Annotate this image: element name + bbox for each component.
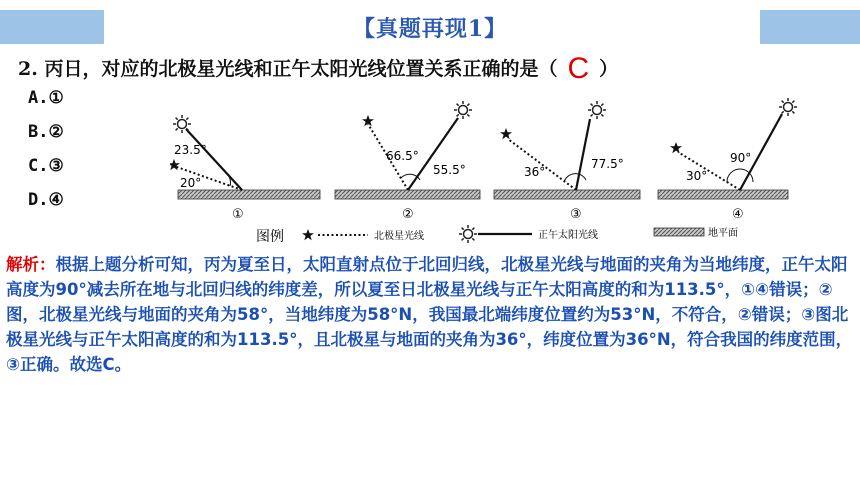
ground-4 xyxy=(658,190,788,199)
panel-label: ② xyxy=(402,207,414,222)
panel-3 xyxy=(494,101,640,222)
ground-3 xyxy=(494,190,640,199)
panel-4 xyxy=(658,98,797,222)
page-title: 【真题再现1】 xyxy=(352,16,508,42)
ground-1 xyxy=(178,190,320,199)
star-icon xyxy=(670,142,682,153)
star-angle-label: 36° xyxy=(524,165,546,179)
question-text: 丙日，对应的北极星光线和正午太阳光线位置关系正确的是（ xyxy=(44,58,558,80)
option-d[interactable] xyxy=(28,190,64,210)
analysis-body: 根据上题分析可知，丙为夏至日，太阳直射点位于北回归线，北极星光线与地面的夹角为当地纬度，正午太阳高度为90°减去所在地与北回归线的纬度差，所以夏至日北极星光线与正午太阳高度的和为113.5°，①④错误；②图，北极星光线与地面的夹角为58°，当地纬度为58°N，我国最北端纬度位置约为53°N，不符合，②错误；③图北极星光线与正午太阳高度的和为113.5°，且北极星与地面的夹角为36°，纬度位置为36°N，符合我国的纬度范围，③正确。故选C。 xyxy=(6,255,853,374)
panel-2 xyxy=(335,101,480,222)
legend-polaris-label: 北极星光线 xyxy=(374,231,424,242)
sun-icon xyxy=(588,101,606,119)
option-a[interactable] xyxy=(28,88,64,108)
analysis-lead: 解析： xyxy=(6,255,56,274)
star-icon xyxy=(302,229,314,240)
option-letter: D. xyxy=(28,190,49,210)
sun-angle-label: 55.5° xyxy=(433,163,466,177)
legend-title: 图例 xyxy=(256,229,284,245)
legend-sun-label: 正午太阳光线 xyxy=(538,230,598,241)
option-value: ④ xyxy=(48,190,64,210)
angle-arc xyxy=(564,174,586,182)
option-letter: C. xyxy=(28,156,49,176)
option-letter: B. xyxy=(28,122,49,142)
sun-icon xyxy=(779,98,797,116)
question-close: ） xyxy=(599,58,619,80)
sun-ray-3 xyxy=(576,119,590,190)
sun-angle-label: 77.5° xyxy=(591,157,624,171)
legend-ground-swatch xyxy=(654,228,704,236)
sun-angle-label: 90° xyxy=(730,151,752,165)
option-letter: A. xyxy=(28,88,49,108)
option-value: ② xyxy=(48,122,64,142)
option-c[interactable] xyxy=(28,156,64,176)
panel-1 xyxy=(170,115,320,222)
sun-angle-label: 23.5° xyxy=(174,143,207,157)
option-value: ③ xyxy=(48,156,64,176)
ground-2 xyxy=(335,190,480,199)
question-number: 2. xyxy=(18,58,38,80)
answer-mark: C xyxy=(567,52,590,85)
analysis-paragraph xyxy=(6,252,856,377)
panel-label: ④ xyxy=(732,207,744,222)
panel-label: ③ xyxy=(570,207,582,222)
sun-icon xyxy=(454,101,472,119)
legend-ground-label: 地平面 xyxy=(708,228,738,239)
sun-icon xyxy=(173,115,191,133)
star-angle-label: 20° xyxy=(180,176,202,190)
question-line xyxy=(18,52,618,86)
option-value: ① xyxy=(48,88,64,108)
angle-diagram xyxy=(170,94,800,248)
legend xyxy=(256,225,738,245)
sun-icon xyxy=(459,225,477,243)
star-angle-label: 66.5° xyxy=(386,149,419,163)
star-icon xyxy=(500,128,512,139)
star-angle-label: 30° xyxy=(686,169,708,183)
star-icon xyxy=(170,159,180,170)
option-b[interactable] xyxy=(28,122,64,142)
panel-label: ① xyxy=(232,207,244,222)
